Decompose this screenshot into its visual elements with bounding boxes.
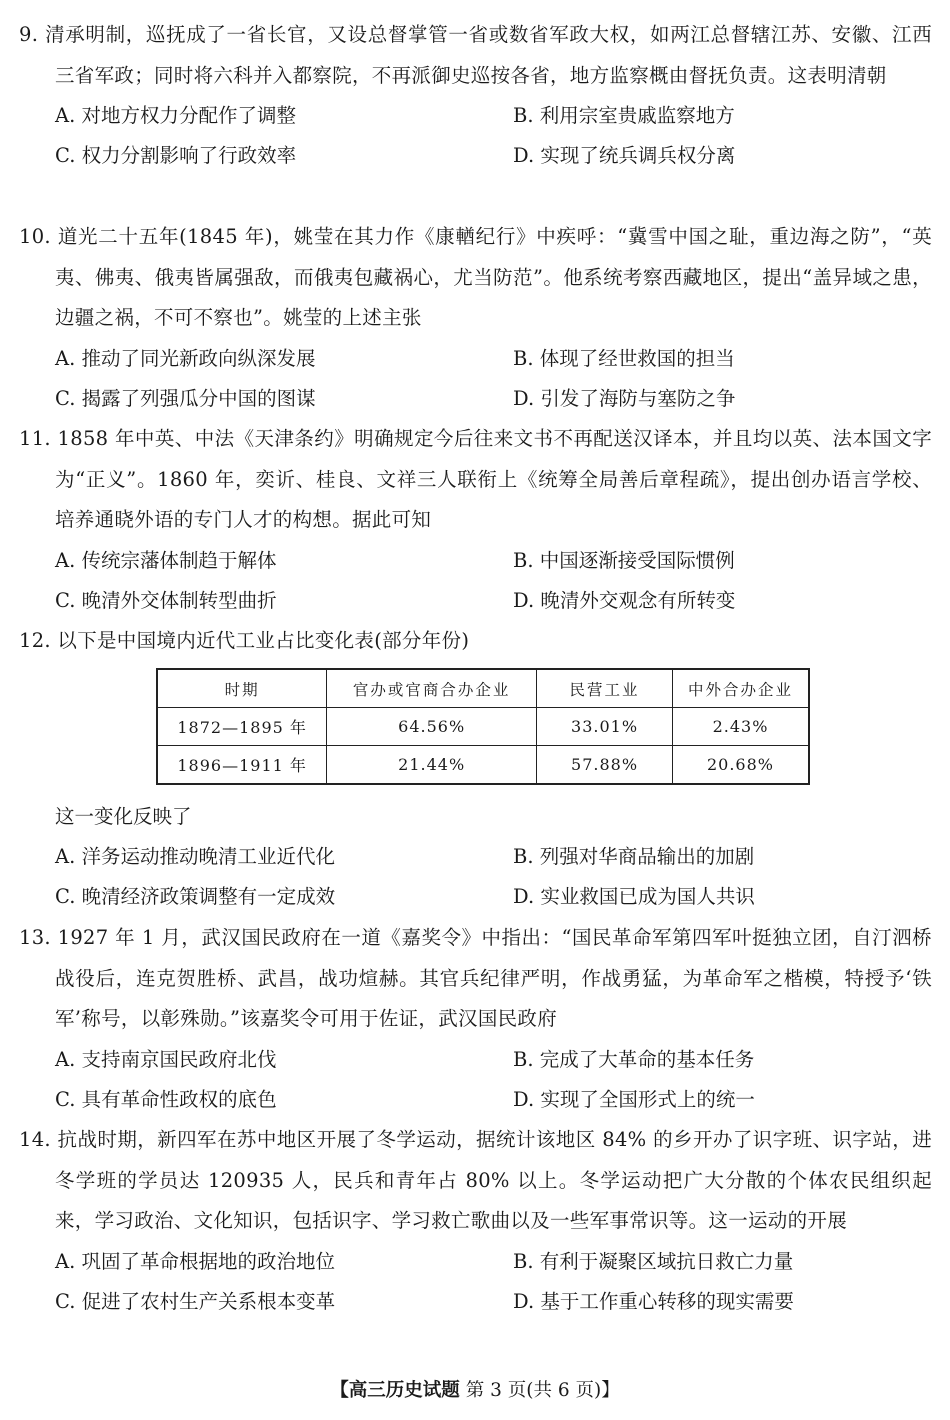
option-d: D. 实业救国已成为国人共识 bbox=[513, 885, 755, 908]
option-c: C. 晚清经济政策调整有一定成效 bbox=[55, 885, 336, 908]
option-d: D. 引发了海防与塞防之争 bbox=[513, 386, 736, 410]
option-d: D. 实现了全国形式上的统一 bbox=[513, 1087, 755, 1111]
option-b: B. 利用宗室贵戚监察地方 bbox=[513, 104, 735, 127]
question-stem: 14. 抗战时期，新四军在苏中地区开展了冬学运动，据统计该地区 84% 的乡开办了识字班、识字站，进冬学班的学员达 120935 人，民兵和青年占 80% 以上。冬学运动把广大分散的个体农民组织起来，学习政治、文化知识，包括识字、学习救亡歌曲以及一些军事常识等。这一运动的开展 bbox=[19, 1128, 932, 1232]
option-b: B. 有利于凝聚区域抗日救亡力量 bbox=[513, 1249, 794, 1273]
table-cell: 21.44% bbox=[327, 746, 537, 785]
options-row bbox=[55, 379, 950, 419]
industry-share-table bbox=[156, 668, 810, 785]
option-c: C. 揭露了列强瓜分中国的图谋 bbox=[55, 386, 316, 410]
table-cell: 57.88% bbox=[537, 746, 673, 785]
question-stem: 13. 1927 年 1 月，武汉国民政府在一道《嘉奖令》中指出：“国民革命军第四军叶挺独立团，自汀泗桥战役后，连克贺胜桥、武昌，战功煊赫。其官兵纪律严明，作战勇猛，为革命军之楷模，特授予‘铁军’称号，以彰殊勋。”该嘉奖令可用于佐证，武汉国民政府 bbox=[19, 926, 932, 1030]
option-b: B. 体现了经世救国的担当 bbox=[513, 346, 735, 370]
table-header-cell: 时期 bbox=[157, 669, 327, 708]
page-footer bbox=[0, 1376, 950, 1406]
options-row bbox=[55, 877, 950, 917]
option-b: B. 列强对华商品输出的加剧 bbox=[513, 845, 755, 868]
question-13 bbox=[0, 918, 950, 1120]
options-row bbox=[55, 1080, 950, 1120]
options-row bbox=[55, 837, 950, 877]
option-d: D. 基于工作重心转移的现实需要 bbox=[513, 1289, 794, 1313]
option-c: C. 促进了农村生产关系根本变革 bbox=[55, 1289, 336, 1313]
footer-title: 【高三历史试题 bbox=[330, 1380, 460, 1401]
table-header-cell: 民营工业 bbox=[537, 669, 673, 708]
table-cell: 1896—1911 年 bbox=[157, 746, 327, 785]
option-b: B. 中国逐渐接受国际惯例 bbox=[513, 548, 735, 572]
question-9 bbox=[0, 15, 950, 176]
options-row bbox=[55, 1282, 950, 1322]
options-row bbox=[55, 1040, 950, 1080]
option-b: B. 完成了大革命的基本任务 bbox=[513, 1047, 755, 1071]
table-cell: 33.01% bbox=[537, 708, 673, 746]
options-row bbox=[55, 136, 950, 176]
table-header-row bbox=[157, 669, 809, 708]
question-11 bbox=[0, 419, 950, 621]
table-cell: 20.68% bbox=[673, 746, 810, 785]
option-a: A. 巩固了革命根据地的政治地位 bbox=[55, 1249, 335, 1273]
question-stem: 10. 道光二十五年(1845 年)，姚莹在其力作《康輶纪行》中疾呼：“冀雪中国之耻，重边海之防”，“英夷、佛夷、俄夷皆属强敌，而俄夷包藏祸心，尤当防范”。他系统考察西藏地区，提出“盖异域之患，边疆之祸，不可不察也”。姚莹的上述主张 bbox=[19, 225, 932, 329]
option-c: C. 具有革命性政权的底色 bbox=[55, 1087, 277, 1111]
option-d: D. 晚清外交观念有所转变 bbox=[513, 588, 736, 612]
option-d: D. 实现了统兵调兵权分离 bbox=[513, 144, 736, 167]
options-row bbox=[55, 339, 950, 379]
options-row bbox=[55, 96, 950, 136]
option-a: A. 传统宗藩体制趋于解体 bbox=[55, 548, 277, 572]
table-cell: 64.56% bbox=[327, 708, 537, 746]
option-a: A. 洋务运动推动晚清工业近代化 bbox=[55, 845, 335, 868]
question-10 bbox=[0, 217, 950, 419]
option-a: A. 支持南京国民政府北伐 bbox=[55, 1047, 277, 1071]
options-row bbox=[55, 541, 950, 581]
table-cell: 2.43% bbox=[673, 708, 810, 746]
option-a: A. 对地方权力分配作了调整 bbox=[55, 104, 296, 127]
option-c: C. 权力分割影响了行政效率 bbox=[55, 144, 297, 167]
table-cell: 1872—1895 年 bbox=[157, 708, 327, 746]
table-header-cell: 官办或官商合办企业 bbox=[327, 669, 537, 708]
option-c: C. 晚清外交体制转型曲折 bbox=[55, 588, 277, 612]
table-header-cell: 中外合办企业 bbox=[673, 669, 810, 708]
question-12-continued bbox=[0, 797, 950, 917]
table-row bbox=[157, 746, 809, 785]
question-stem: 9. 清承明制，巡抚成了一省长官，又设总督掌管一省或数省军政大权，如两江总督辖江苏、安徽、江西三省军政；同时将六科并入都察院，不再派御史巡按各省，地方监察概由督抚负责。这表明清朝 bbox=[19, 23, 932, 87]
table-row bbox=[157, 708, 809, 746]
question-lead: 这一变化反映了 bbox=[55, 805, 192, 828]
question-14 bbox=[0, 1120, 950, 1322]
question-12 bbox=[0, 621, 950, 662]
options-row bbox=[55, 581, 950, 621]
options-row bbox=[55, 1242, 950, 1282]
option-a: A. 推动了同光新政向纵深发展 bbox=[55, 346, 316, 370]
footer-page-number: 第 3 页(共 6 页)】 bbox=[465, 1380, 620, 1401]
question-stem: 11. 1858 年中英、中法《天津条约》明确规定今后往来文书不再配送汉译本，并且均以英、法本国文字为“正义”。1860 年，奕䜣、桂良、文祥三人联衔上《统筹全局善后章程疏》，提出创办语言学校、培养通晓外语的专门人才的构想。据此可知 bbox=[19, 427, 932, 531]
question-stem: 12. 以下是中国境内近代工业占比变化表(部分年份) bbox=[19, 629, 470, 652]
